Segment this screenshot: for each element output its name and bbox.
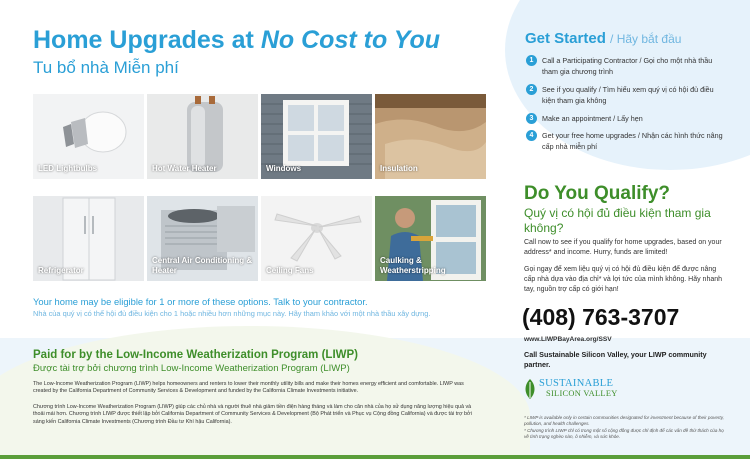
qualify-title: Do You Qualify? (524, 183, 671, 204)
footnote-vi: * Chương trình LIWP chỉ có trong một số cộng đồng được chỉ định để các vấn đề thử thách của họ về tình trạng nghèo nàn, ô nhiễm, và sức khỏe. (524, 428, 724, 439)
footnote: * LIWP is available only in certain communities designated for investment because of their poverty, pollution, and health challenges. (524, 415, 724, 426)
program-title-vi: Được tài trợ bởi chương trình Low-Income Weatherization Program (LIWP) (33, 363, 350, 374)
step-text: Call a Participating Contractor / Gọi cho một nhà thầu tham gia chương trình (542, 56, 713, 76)
step-number-badge: 4 (526, 130, 537, 141)
tile-hot-water-heater (147, 94, 258, 179)
tile-label: Ceiling Fans (266, 266, 314, 275)
phone-number[interactable]: (408) 763-3707 (522, 304, 680, 330)
step-text: See if you qualify / Tìm hiểu xem quý vị có hội đủ điều kiện tham gia không (542, 85, 714, 105)
bottom-accent-bar (0, 455, 750, 459)
call-partner-text: Call Sustainable Silicon Valley, your LIWP community partner. (524, 350, 707, 369)
tile-label: Hot Water Heater (152, 164, 217, 173)
tile-label: Insulation (380, 164, 418, 173)
step-text: Make an appointment / Lấy hẹn (542, 114, 643, 123)
step-text: Get your free home upgrades / Nhận các hình thức nâng cấp nhà miễn phí (542, 131, 723, 151)
eligibility-note: Your home may be eligible for 1 or more of these options. Talk to your contractor. (33, 296, 368, 307)
qualify-description: Call now to see if you qualify for home upgrades, based on your address* and income. Hurry, funds are limited! (524, 239, 722, 256)
tile-refrigerator (33, 196, 144, 281)
program-title: Paid for by the Low-Income Weatherization Program (LIWP) (33, 349, 359, 361)
tile-label: LED Lightbulbs (38, 164, 98, 173)
tile-ceiling-fans (261, 196, 372, 281)
tile-led-lightbulbs (33, 94, 144, 179)
logo-line1: SUSTAINABLE (539, 378, 614, 389)
program-description-vi: Chương trình Low-Income Weatherization Program (LIWP) giúp các chủ nhà và người thuê nhà giảm tiền điện hàng tháng và làm cho căn nhà của họ sử dụng năng lượng hiệu quả và thoải mái hơn. Chương trình LIWP được thiết lập bởi California Department of Community Services & Development (Bộ Phát triển và Phục vụ Cộng đồng California) và được tài trợ bởi sáng kiến California Climate Investments (Chương trình Đầu tư Khí hậu California). (33, 404, 472, 425)
website-link[interactable]: www.LIWPBayArea.org/SSV (524, 336, 612, 343)
qualify-title-vi: Quý vị có hội đủ điều kiện tham gia không? (524, 206, 711, 235)
leaf-icon (524, 379, 537, 399)
page-title: Home Upgrades at No Cost to You (33, 26, 440, 54)
eligibility-note-vi: Nhà của quý vị có thể hội đủ điều kiện cho 1 hoặc nhiều hơn những mục này. Hãy tham khảo với một nhà thầu xây dựng. (33, 309, 431, 318)
program-description: The Low-Income Weatherization Program (LIWP) helps homeowners and renters to lower their monthly utility bills and make their homes energy efficient and comfortable. LIWP was created by the California Department of Community Services & Development and funded by the California Climate Investments initiative. (33, 381, 464, 395)
get-started-title: Get Started / Hãy bắt đầu (525, 30, 682, 47)
tile-windows (261, 94, 372, 179)
tile-insulation (375, 94, 486, 179)
step-number-badge: 2 (526, 84, 537, 95)
logo-line2: SILICON VALLEY (546, 389, 618, 398)
qualify-description-vi: Gọi ngay để xem liệu quý vị có hội đủ điều kiện để được nâng cấp nhà dựa vào địa chỉ* và lợi tức của mình không. Hãy nhanh tay, nguồn trợ cấp có giới hạn! (524, 266, 723, 293)
tile-central-air (147, 196, 258, 281)
tile-label: Windows (266, 164, 302, 173)
tile-label: Caulking & Weatherstripping (380, 256, 446, 275)
tile-caulking (375, 196, 486, 281)
sustainable-silicon-valley-logo (524, 377, 634, 401)
page-subtitle: Tu bổ nhà Miễn phí (33, 58, 179, 77)
tile-label: Central Air Conditioning & Heater (152, 256, 253, 275)
tile-label: Refrigerator (38, 266, 84, 275)
step-number-badge: 3 (526, 113, 537, 124)
step-number-badge: 1 (526, 55, 537, 66)
